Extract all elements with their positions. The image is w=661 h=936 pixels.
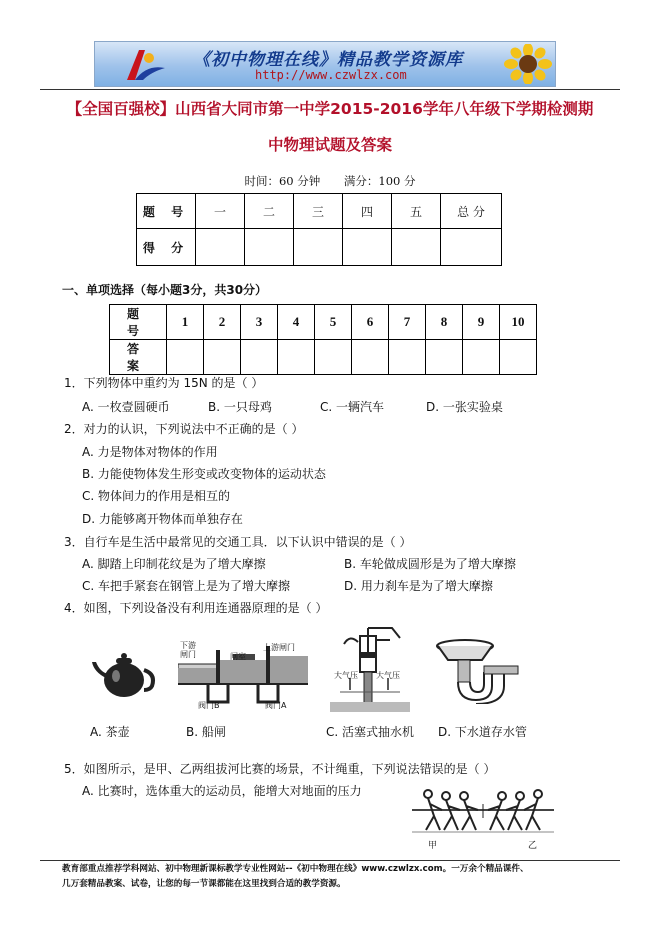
- question-number: 7: [389, 305, 426, 340]
- sunflower-icon: [503, 44, 553, 84]
- tug-team-b-label: 乙: [528, 841, 538, 851]
- tug-team-a-label: 甲: [428, 841, 438, 851]
- question-5-option-a: A. 比赛时，选体重大的运动员，能增大对地面的压力: [82, 784, 362, 798]
- question-1-option-d: D. 一张实验桌: [426, 400, 503, 414]
- site-logo-icon: [121, 46, 169, 82]
- question-4-option-d: D. 下水道存水管: [438, 725, 527, 739]
- lock-valve-b-label: 阀门B: [198, 701, 220, 710]
- score-cell[interactable]: [294, 229, 343, 266]
- header-banner: [94, 41, 556, 87]
- exam-info: [40, 173, 620, 189]
- page-footer: [62, 862, 529, 892]
- answer-table: [109, 304, 537, 375]
- answer-cell[interactable]: [463, 340, 500, 375]
- section1-heading: 一、单项选择（每小题3分，共30分）: [62, 283, 268, 297]
- score-col-total: 总 分: [441, 194, 502, 229]
- piston-pump-figure: [330, 626, 410, 712]
- answer-table-header-label: 题 号: [110, 305, 167, 340]
- answer-cell[interactable]: [241, 340, 278, 375]
- question-number: 6: [352, 305, 389, 340]
- pump-atm-right-label: 大气压: [376, 671, 400, 680]
- question-2-option-c: C. 物体间力的作用是相互的: [82, 489, 231, 503]
- answer-cell[interactable]: [426, 340, 463, 375]
- answer-cell[interactable]: [204, 340, 241, 375]
- lock-chamber-label: 闸室: [230, 652, 246, 661]
- question-3-option-a: A. 脚踏上印制花纹是为了增大摩擦: [82, 557, 266, 571]
- question-3-option-b: B. 车轮做成圆形是为了增大摩擦: [344, 557, 516, 571]
- answer-cell[interactable]: [167, 340, 204, 375]
- answer-cell[interactable]: [315, 340, 352, 375]
- footer-line-1: 教育部重点推荐学科网站、初中物理新课标教学专业性网站--《初中物理在线》www.czwlzx.com。一万余个精品课件、: [62, 864, 529, 874]
- score-table-header-label: 题 号: [137, 194, 196, 229]
- score-cell[interactable]: [196, 229, 245, 266]
- exam-full-score: 满分：100 分: [343, 174, 416, 188]
- question-3-stem: 3．自行车是生活中最常见的交通工具．以下认识中错误的是（ ）: [64, 535, 412, 549]
- document-title-line1: 【全国百强校】山西省大同市第一中学2015-2016学年八年级下学期检测期: [66, 100, 594, 118]
- question-2-option-b: B. 力能使物体发生形变或改变物体的运动状态: [82, 467, 326, 481]
- question-4-option-a: A. 茶壶: [90, 725, 130, 739]
- question-2-stem: 2．对力的认识，下列说法中不正确的是（ ）: [64, 422, 304, 436]
- score-table: [136, 193, 502, 266]
- question-4-option-b: B. 船闸: [186, 725, 226, 739]
- question-2-option-a: A. 力是物体对物体的作用: [82, 445, 218, 459]
- lock-downstream-gate-label: 下游 闸门: [180, 641, 196, 659]
- footer-rule: [40, 860, 620, 861]
- question-number: 4: [278, 305, 315, 340]
- score-col-5: 五: [392, 194, 441, 229]
- question-number: 5: [315, 305, 352, 340]
- question-1-stem: 1．下列物体中重约为 15N 的是（ ）: [64, 376, 264, 390]
- teapot-figure: [88, 650, 158, 700]
- tug-of-war-figure: [408, 786, 558, 844]
- answer-cell[interactable]: [389, 340, 426, 375]
- score-cell[interactable]: [392, 229, 441, 266]
- score-col-1: 一: [196, 194, 245, 229]
- question-5-stem: 5．如图所示，是甲、乙两组拔河比赛的场景，不计绳重，下列说法错误的是（ ）: [64, 762, 496, 776]
- header-rule: [40, 89, 620, 90]
- score-cell[interactable]: [245, 229, 294, 266]
- question-number: 2: [204, 305, 241, 340]
- question-1-option-c: C. 一辆汽车: [320, 400, 385, 414]
- question-4-option-c: C. 活塞式抽水机: [326, 725, 415, 739]
- answer-cell[interactable]: [500, 340, 537, 375]
- score-cell[interactable]: [343, 229, 392, 266]
- document-title-line2: 中物理试题及答案: [267, 136, 392, 154]
- score-cell[interactable]: [441, 229, 502, 266]
- score-col-2: 二: [245, 194, 294, 229]
- answer-cell[interactable]: [278, 340, 315, 375]
- banner-url: http://www.czwlzx.com: [255, 68, 407, 82]
- answer-cell[interactable]: [352, 340, 389, 375]
- question-2-option-d: D. 力能够离开物体而单独存在: [82, 512, 243, 526]
- question-3-option-c: C. 车把手紧套在钢管上是为了增大摩擦: [82, 579, 291, 593]
- question-number: 9: [463, 305, 500, 340]
- question-3-option-d: D. 用力刹车是为了增大摩擦: [344, 579, 493, 593]
- question-1-option-b: B. 一只母鸡: [208, 400, 272, 414]
- question-4-stem: 4．如图，下列设备没有利用连通器原理的是（ ）: [64, 601, 328, 615]
- pump-atm-left-label: 大气压: [334, 671, 358, 680]
- lock-valve-a-label: 阀门A: [265, 701, 287, 710]
- score-col-3: 三: [294, 194, 343, 229]
- exam-time: 时间：60 分钟: [244, 174, 321, 188]
- score-col-4: 四: [343, 194, 392, 229]
- score-table-row-label: 得 分: [137, 229, 196, 266]
- footer-line-2: 几万套精品教案、试卷，让您的每一节课都能在这里找到合适的教学资源。: [62, 879, 346, 889]
- answer-table-row-label: 答 案: [110, 340, 167, 375]
- question-number: 1: [167, 305, 204, 340]
- lock-upstream-gate-label: 上游闸门: [263, 643, 295, 652]
- question-1-option-a: A. 一枚壹圆硬币: [82, 400, 170, 414]
- question-number: 10: [500, 305, 537, 340]
- question-number: 3: [241, 305, 278, 340]
- banner-title: 《初中物理在线》精品教学资源库: [193, 50, 463, 70]
- question-number: 8: [426, 305, 463, 340]
- drain-trap-figure: [430, 638, 520, 704]
